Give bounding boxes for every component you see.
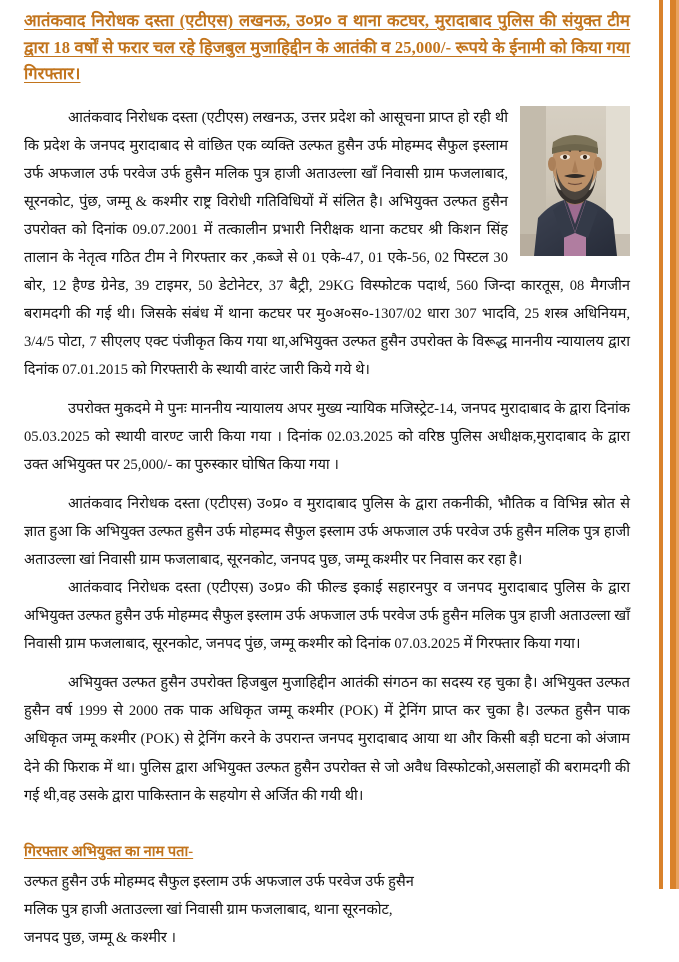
arrested-address-block	[24, 868, 524, 952]
paragraph-4: आतंकवाद निरोधक दस्ता (एटीएस) उ०प्र० की फील्ड इकाई सहारनपुर व जनपद मुरादाबाद पुलिस के द्वारा अभियुक्त उल्फत हुसैन उर्फ मोहम्मद सैफुल इस्लाम उर्फ अफजाल उर्फ परवेज उर्फ हुसैन मलिक पुत्र हाजी अताउल्ला खाँ निवासी ग्राम फजलाबाद, सूरनकोट, जनपद पुंछ, जम्मू कश्मीर को दिनांक 07.03.2025 में गिरफ्तार किया गया।	[24, 580, 630, 653]
accused-photo-illustration	[520, 106, 630, 256]
address-line: जनपद पुछ, जम्मू & कश्मीर ।	[24, 930, 177, 947]
paragraph-1: आतंकवाद निरोधक दस्ता (एटीएस) लखनऊ, उत्तर प्रदेश को आसूचना प्राप्त हो रही थी कि प्रदेश के जनपद मुरादाबाद से वांछित एक व्यक्ति उल्फत हुसैन उर्फ मोहम्मद सैफुल इस्लाम उर्फ अफजाल उर्फ परवेज उर्फ हुसैन मलिक पुत्र हाजी अताउल्ला खाँ निवासी ग्राम फजलाबाद, सूरनकोट, पुंछ, जम्मू & कश्मीर राष्ट्र विरोधी गतिविधियों में संलित है। अभियुक्त उल्फत हुसैन उपरोक्त को दिनांक 09.07.2001 में तत्कालीन प्रभारी निरीक्षक थाना कटघर श्री किशन सिंह तालान के नेतृत्व गठित टीम ने गिरफ्तार कर ,कब्जे से 01 एके-47, 01 एके-56, 02 पिस्टल 30 बोर, 12 हैण्ड ग्रेनेड, 39 टाइमर, 50 डेटोनेटर, 37 बैट्री, 29KG विस्फोटक पदार्थ, 560 जिन्दा कारतूस, 08 मैगजीन बरामदगी की गई थी। जिसके संबंध में थाना कटघर पर मु०अ०स०-1307/02 धारा 307 भादवि, 25 शस्त्र अधिनियम, 3/4/5 पोटा, 7 सीएलए एक्ट पंजीकृत किय गया था,अभियुक्त उल्फत हुसैन उपरोक्त के विरूद्ध माननीय न्यायालय द्वारा दिनांक 07.01.2015 को गिरफ्तारी के स्थायी वारंट जारी किये गये थे।	[24, 110, 630, 379]
address-line: उल्फत हुसैन उर्फ मोहम्मद सैफुल इस्लाम उर्फ अफजाल उर्फ परवेज उर्फ हुसैन	[24, 874, 414, 891]
paragraph-5: अभियुक्त उल्फत हुसैन उपरोक्त हिजबुल मुजाहिद्दीन आतंकी संगठन का सदस्य रह चुका है। अभियुक्त उल्फत हुसैन वर्ष 1999 से 2000 तक पाक अधिकृत जम्मू कश्मीर (POK) में ट्रेनिंग प्राप्त कर चुका है। उल्फत हुसैन पाक अधिकृत जम्मू कश्मीर (POK) से ट्रेनिंग करने के उपरान्त जनपद मुरादाबाद आया था और किसी बड़ी घटना को अंजाम देने की फिराक में था। पुलिस द्वारा अभियुक्त उल्फत हुसैन उपरोक्त से जो अवैध विस्फोटको,असलाहों की बरामदगी की गई थी,वह उसके द्वारा पाकिस्तान के सहयोग से अर्जित की गयी थी।	[24, 675, 630, 804]
address-line: मलिक पुत्र हाजी अताउल्ला खां निवासी ग्राम फजलाबाद, थाना सूरनकोट,	[24, 902, 393, 919]
arrested-section	[24, 824, 630, 953]
page-title: आतंकवाद निरोधक दस्ता (एटीएस) लखनऊ, उ०प्र० व थाना कटघर, मुरादाबाद पुलिस की संयुक्त टीम द्वारा 18 वर्षों से फरार चल रहे हिजबुल मुजाहिद्दीन के आतंकी व 25,000/- रूपये के ईनामी को किया गया गिरफ्तार।	[24, 11, 630, 84]
accused-photograph	[520, 106, 630, 256]
page-border-outer-rule	[670, 0, 676, 889]
paragraph-2: उपरोक्त मुकदमे मे पुनः माननीय न्यायालय अपर मुख्य न्यायिक मजिस्ट्रेट-14, जनपद मुरादाबाद के द्वारा दिनांक 05.03.2025 को स्थायी वारण्ट जारी किया गया । दिनांक 02.03.2025 को वरिष्ठ पुलिस अधीक्षक,मुरादाबाद के द्वारा उक्त अभियुक्त पर 25,000/- का पुरुस्कार घोषित किया गया ।	[24, 401, 630, 474]
paragraph-3: आतंकवाद निरोधक दस्ता (एटीएस) उ०प्र० व मुरादाबाद पुलिस के द्वारा तकनीकी, भौतिक व विभिन्न स्रोत से ज्ञात हुआ कि अभियुक्त उल्फत हुसैन उर्फ मोहम्मद सैफुल इस्लाम उर्फ अफजाल उर्फ परवेज उर्फ हुसैन मलिक पुत्र हाजी अताउल्ला खां निवासी ग्राम फजलाबाद, सूरनकोट, जनपद पुछ, जम्मू कश्मीर पर निवास कर रहा है।	[24, 496, 630, 569]
page-border-inner-rule	[659, 0, 663, 889]
arrested-section-heading: गिरफ्तार अभियुक्त का नाम पता-	[24, 843, 194, 860]
